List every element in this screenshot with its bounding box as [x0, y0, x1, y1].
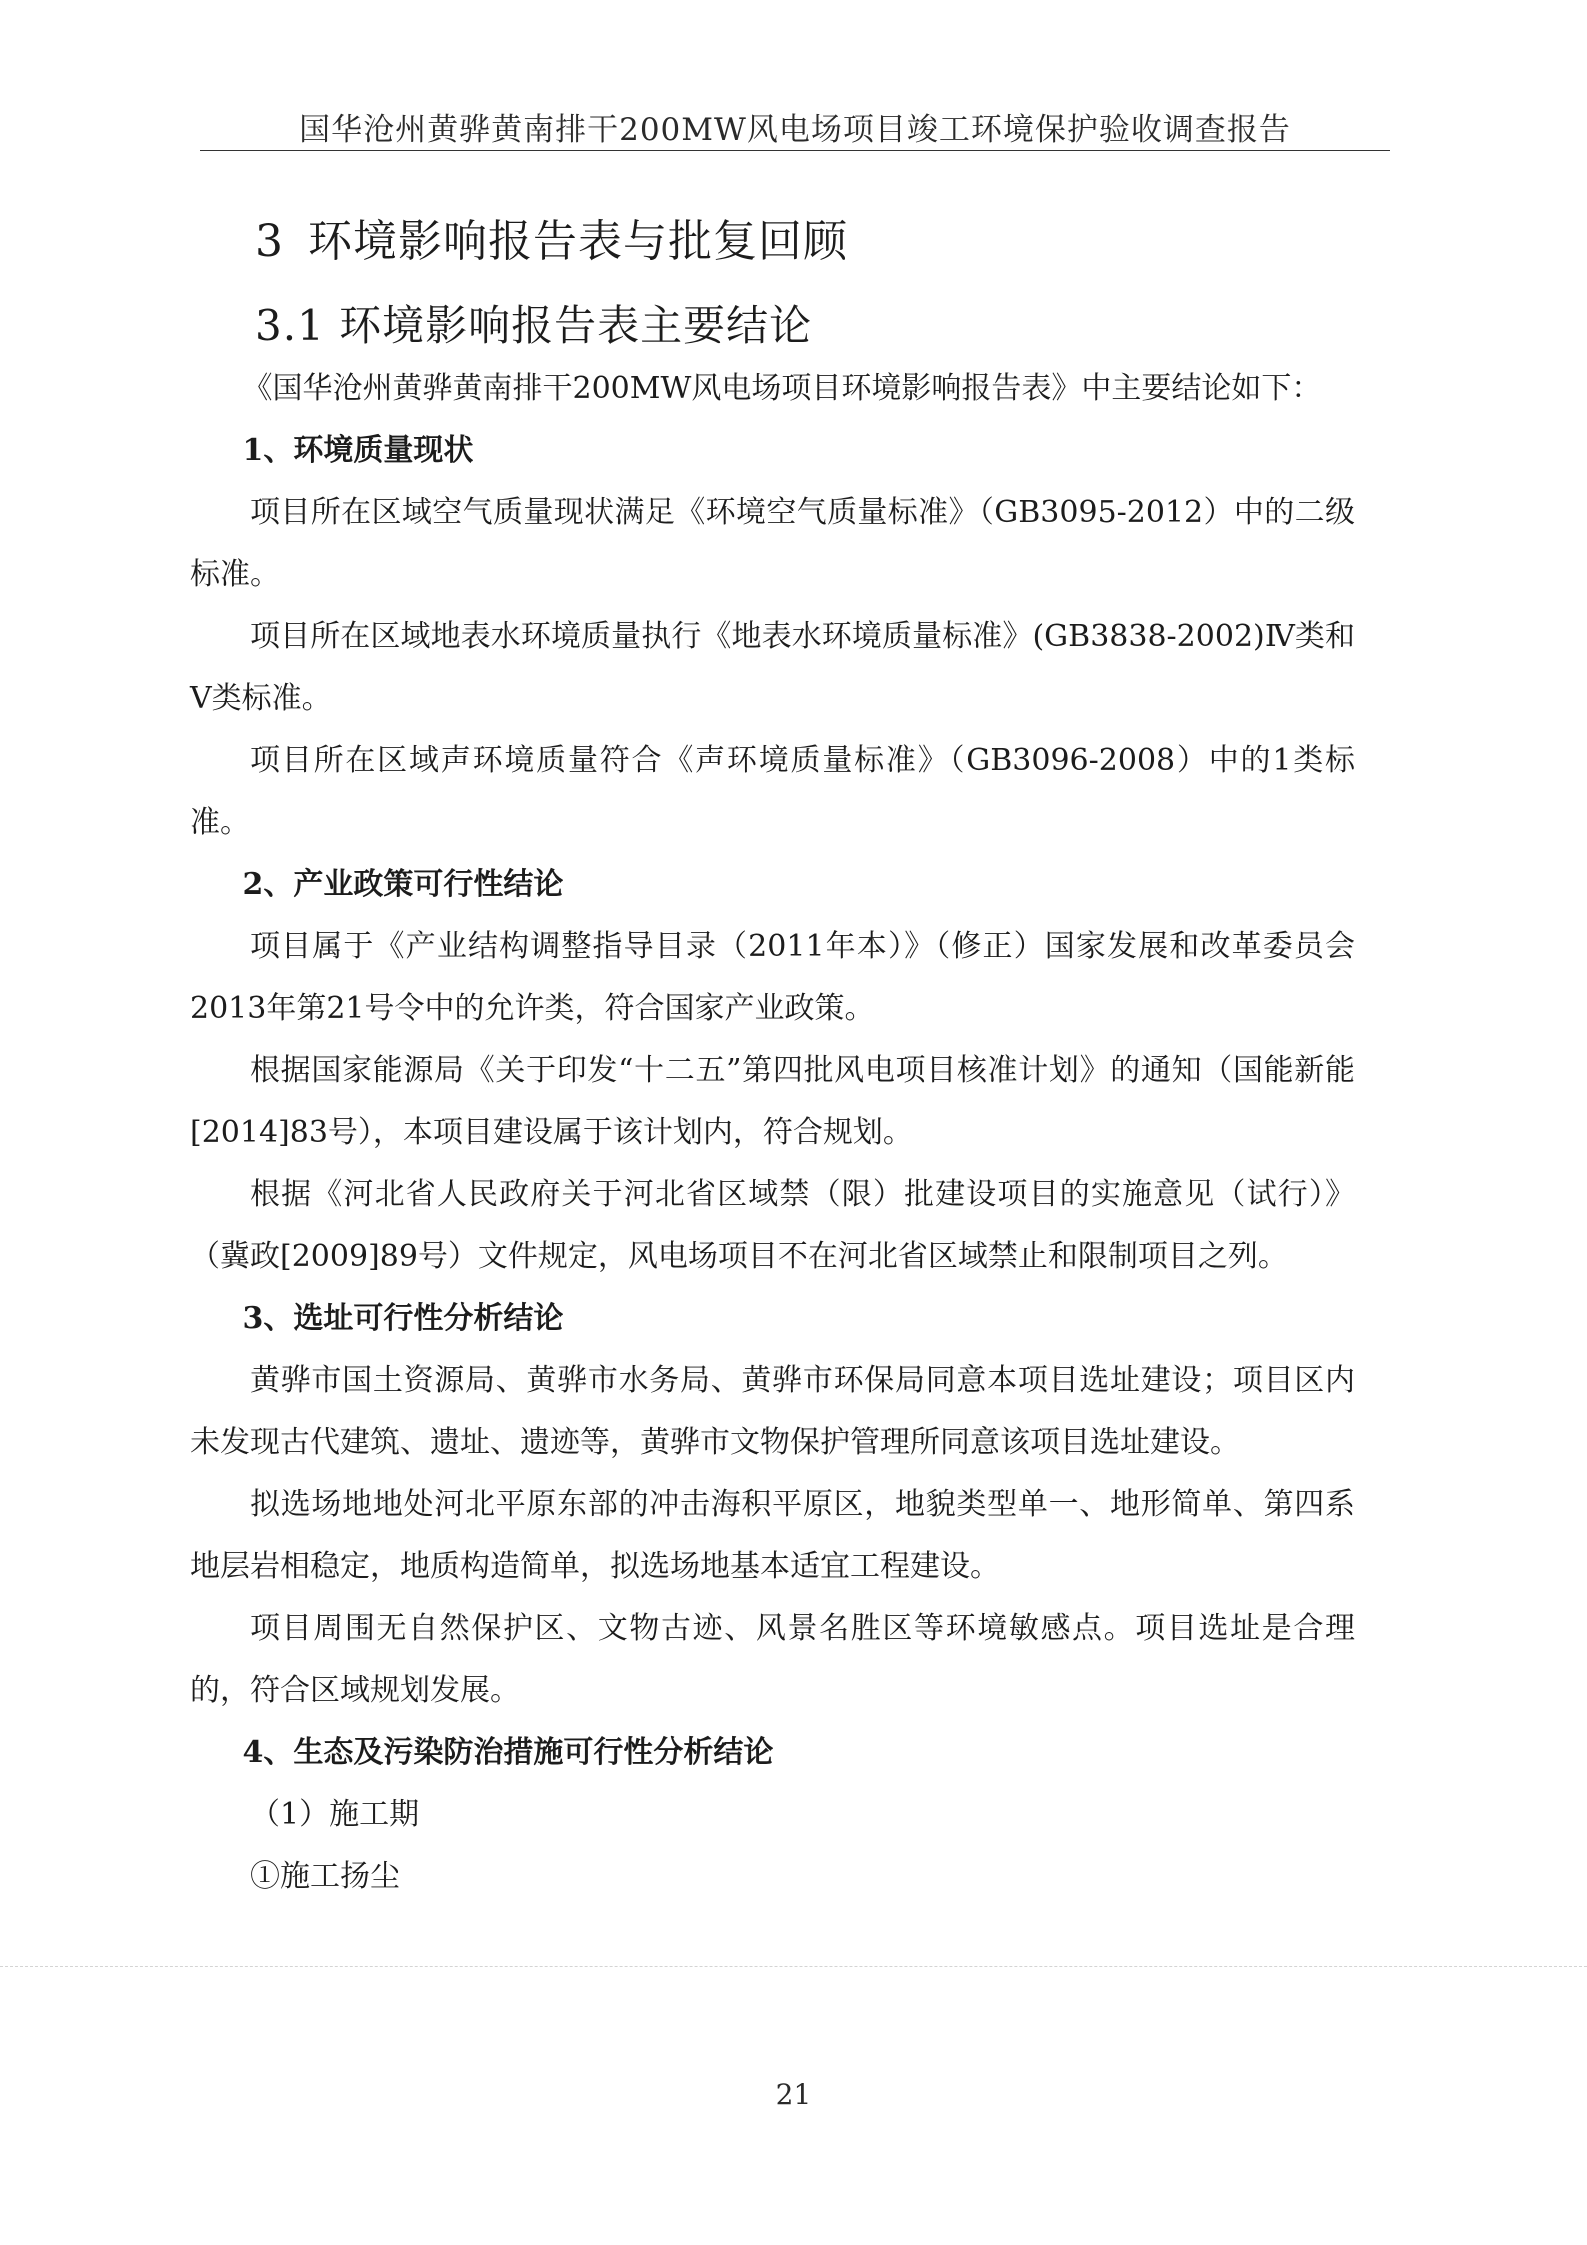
subsection-heading-2: 2、产业政策可行性结论 [242, 867, 564, 902]
paragraph: 项目属于《产业结构调整指导目录（2011年本）》（修正）国家发展和改革委员会2013年第21号令中的允许类，符合国家产业政策。 [190, 929, 1355, 1026]
paragraph: 拟选场地地处河北平原东部的冲击海积平原区，地貌类型单一、地形简单、第四系地层岩相稳定，地质构造简单，拟选场地基本适宜工程建设。 [190, 1487, 1355, 1584]
sub-heading-construction-period: （1）施工期 [250, 1797, 420, 1832]
paragraph: 项目所在区域声环境质量符合《声环境质量标准》（GB3096-2008）中的1类标准。 [190, 743, 1355, 840]
subsection-heading-3: 3、选址可行性分析结论 [242, 1301, 564, 1336]
sub-heading-construction-dust: ①施工扬尘 [250, 1859, 400, 1894]
section-title: 3.1 环境影响报告表主要结论 [255, 301, 813, 350]
paragraph: 项目所在区域地表水环境质量执行《地表水环境质量标准》(GB3838-2002)Ⅳ类和Ⅴ类标准。 [190, 619, 1355, 716]
chapter-number: 3 [255, 216, 284, 267]
header-rule [200, 150, 1390, 151]
paragraph: 根据《河北省人民政府关于河北省区域禁（限）批建设项目的实施意见（试行）》（冀政[2009]89号）文件规定，风电场项目不在河北省区域禁止和限制项目之列。 [190, 1177, 1355, 1274]
paragraph: 项目周围无自然保护区、文物古迹、风景名胜区等环境敏感点。项目选址是合理的，符合区域规划发展。 [190, 1611, 1355, 1708]
paragraph: 根据国家能源局《关于印发“十二五”第四批风电项目核准计划》的通知（国能新能[2014]83号），本项目建设属于该计划内，符合规划。 [190, 1053, 1355, 1150]
body-content [190, 358, 1355, 1908]
chapter-title-text: 环境影响报告表与批复回顾 [308, 216, 848, 267]
intro-paragraph: 《国华沧州黄骅黄南排干200MW风电场项目环境影响报告表》中主要结论如下： [242, 371, 1322, 406]
paragraph: 项目所在区域空气质量现状满足《环境空气质量标准》（GB3095-2012）中的二级标准。 [190, 495, 1355, 592]
paragraph: 黄骅市国土资源局、黄骅市水务局、黄骅市环保局同意本项目选址建设；项目区内未发现古代建筑、遗址、遗迹等，黄骅市文物保护管理所同意该项目选址建设。 [190, 1363, 1355, 1460]
chapter-title [255, 205, 848, 269]
scan-artifact-line [0, 1966, 1587, 1967]
subsection-heading-1: 1、环境质量现状 [242, 433, 474, 468]
running-header: 国华沧州黄骅黄南排干200MW风电场项目竣工环境保护验收调查报告 [299, 112, 1291, 148]
subsection-heading-4: 4、生态及污染防治措施可行性分析结论 [242, 1735, 774, 1770]
page-number: 21 [775, 2078, 812, 2111]
